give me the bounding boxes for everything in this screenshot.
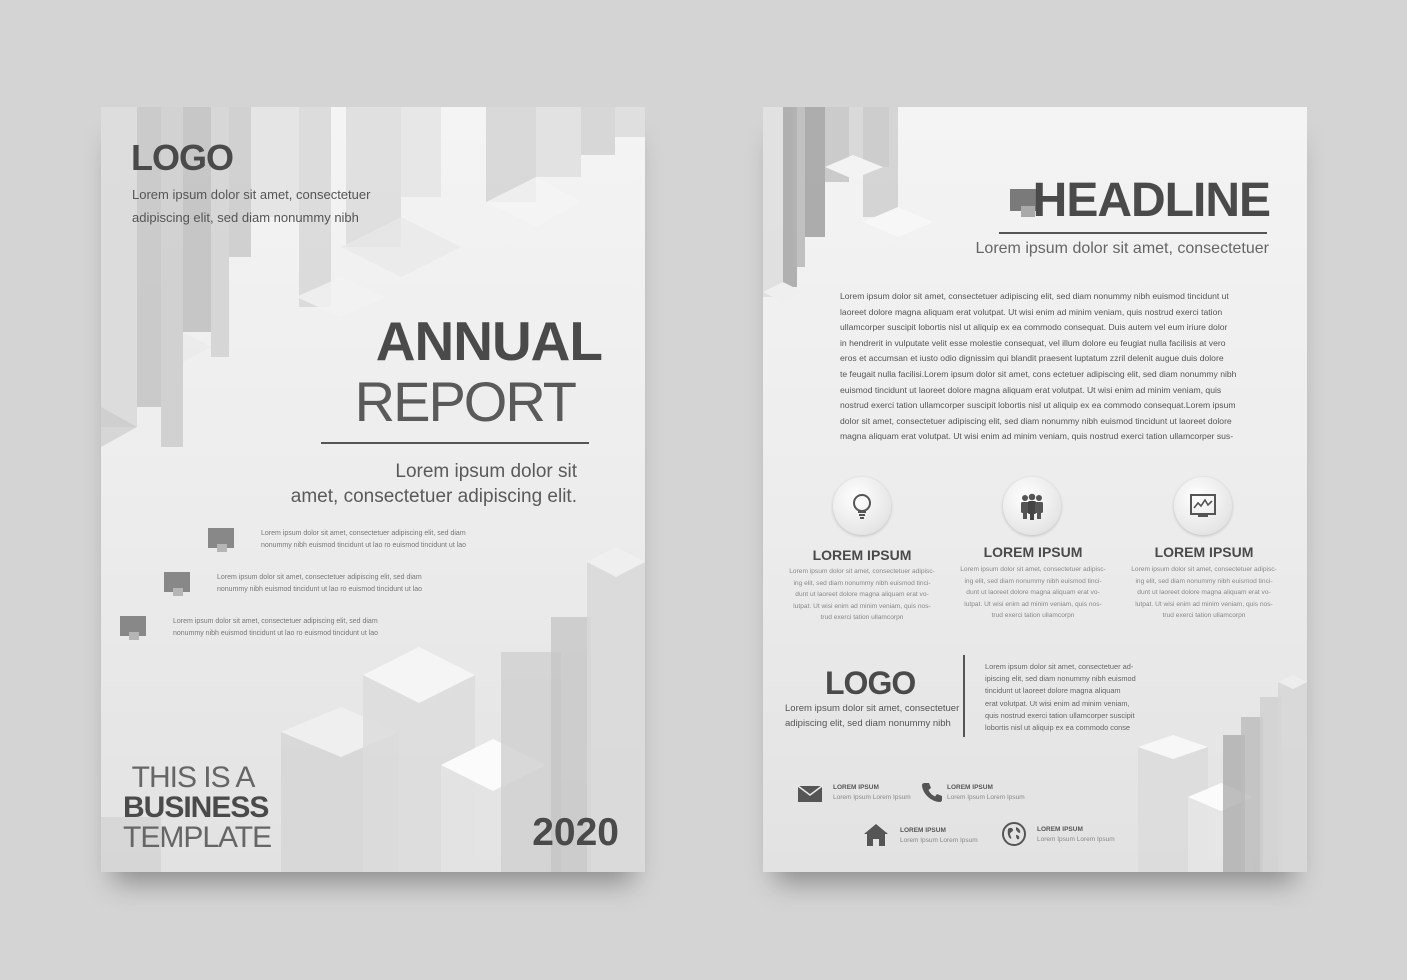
body-line: dolor sit amet, consectetuer adipiscing elit, sed diam nonummy nibh euismod tincidunt ut laoreet dolore bbox=[840, 415, 1232, 426]
tag-line-3: TEMPLATE bbox=[123, 821, 272, 854]
body-line: te feugait nulla facilisi.Lorem ipsum dolor sit amet, cons ectetuer adipiscing elit, sed diam nonummy nibh bbox=[840, 368, 1237, 379]
bullet-line: nonummy nibh euismod tincidunt ut lao ro euismod tincidunt ut lao bbox=[217, 585, 423, 593]
feature-text-line: dunt ut laoreet dolore magna aliquam erat vo- bbox=[1137, 589, 1271, 596]
side-text-line: Lorem ipsum dolor sit amet, consectetuer ad- bbox=[985, 662, 1134, 671]
body-line: euismod tincidunt ut laoreet dolore magna aliquam erat volutpat. Ut wisi enim ad minim veniam, quis bbox=[840, 384, 1222, 395]
body-line: in hendrerit in vulputate velit esse molestie consequat, vel illum dolore eu feugiat nulla facilisis at vero bbox=[840, 337, 1226, 348]
feature-text-line: Lorem ipsum dolor sit amet, consectetuer adipisc- bbox=[789, 568, 935, 575]
phone-icon bbox=[921, 781, 943, 803]
feature-icon-circle bbox=[1174, 477, 1232, 535]
globe-icon bbox=[1001, 821, 1027, 847]
side-text-line: tincidunt ut laoreet dolore magna aliquam bbox=[985, 686, 1121, 696]
contact-title: LOREM IPSUM bbox=[947, 784, 993, 791]
feature-text-line: ing elit, sed diam nonummy nibh euismod tinci- bbox=[793, 579, 931, 587]
logo-side-text bbox=[985, 661, 1136, 734]
side-text-line: erat volutpat. Ut wisi enim ad minim veniam, bbox=[985, 698, 1130, 708]
contact-sub: Lorem Ipsum Lorem Ipsum bbox=[900, 837, 978, 844]
cover-subtitle-line: amet, consectetuer adipiscing elit. bbox=[290, 486, 577, 507]
contact-sub: Lorem Ipsum Lorem Ipsum bbox=[947, 794, 1025, 801]
body-line: magna aliquam erat volutpat. Ut wisi enim ad minim veniam, quis nostrud exerci tation ullamcorper sus- bbox=[840, 431, 1234, 442]
cover-subtitle-line: Lorem ipsum dolor sit bbox=[395, 461, 577, 482]
feature-text-line: lutpat. Ut wisi enim ad minim veniam, quis nos- bbox=[964, 600, 1102, 608]
body-line: Lorem ipsum dolor sit amet, consectetuer adipiscing elit, sed diam nonummy nibh euismod tincidunt ut bbox=[840, 291, 1229, 301]
cover-business-tag bbox=[123, 761, 272, 854]
feature-text bbox=[1129, 564, 1279, 622]
feature-text-line: Lorem ipsum dolor sit amet, consectetuer adipisc- bbox=[960, 566, 1106, 573]
house-icon bbox=[863, 822, 889, 848]
contact-sub: Lorem Ipsum Lorem Ipsum bbox=[1037, 836, 1115, 843]
inner-logo-tagline-line: Lorem ipsum dolor sit amet, consectetuer bbox=[785, 703, 960, 714]
body-line: eros et accumsan et iusto odio dignissim qui blandit praesent luptatum zzril delenit augue duis dolore bbox=[840, 353, 1224, 364]
contact-title: LOREM IPSUM bbox=[900, 827, 946, 834]
inner-logo-tagline-line: adipiscing elit, sed diam nonummy nibh bbox=[785, 718, 951, 729]
feature-text-line: Lorem ipsum dolor sit amet, consectetuer adipisc- bbox=[1131, 566, 1277, 573]
chart-board-icon bbox=[1188, 491, 1218, 521]
bullet-square-icon bbox=[208, 528, 234, 548]
feature-text-line: ing elit, sed diam nonummy nibh euismod tinci- bbox=[1135, 577, 1273, 585]
body-line: nostrud exerci tation ullamcorper suscipit lobortis nisl ut aliquip ex ea commodo consequat.Lorem ipsum bbox=[840, 400, 1236, 411]
feature-icon-circle bbox=[1003, 477, 1061, 535]
contact-text bbox=[833, 783, 911, 803]
feature-title: LOREM IPSUM bbox=[812, 547, 912, 563]
feature-text-line: trud exerci tation ullamcorpn bbox=[991, 612, 1075, 619]
inner-page bbox=[763, 107, 1307, 872]
inner-body-text bbox=[840, 289, 1270, 445]
contact-title: LOREM IPSUM bbox=[1037, 826, 1083, 833]
feature-text bbox=[958, 564, 1108, 622]
cover-year: 2020 bbox=[532, 811, 619, 854]
feature-text-line: trud exerci tation ullamcorpn bbox=[1162, 612, 1246, 619]
side-text-line: quis nostrud exerci tation ullamcorper suscipit bbox=[985, 710, 1135, 720]
lightbulb-icon bbox=[847, 491, 877, 521]
bullet-line: Lorem ipsum dolor sit amet, consectetuer adipiscing elit, sed diam bbox=[261, 530, 466, 537]
cover-title-report: REPORT bbox=[354, 370, 575, 433]
cover-logo-tagline-line: Lorem ipsum dolor sit amet, consectetuer bbox=[132, 187, 371, 202]
bullet-square-icon bbox=[164, 572, 190, 592]
cover-title-annual: ANNUAL bbox=[375, 310, 602, 372]
headline-subtitle: Lorem ipsum dolor sit amet, consectetuer bbox=[975, 240, 1269, 257]
feature-text bbox=[787, 566, 937, 624]
cover-page bbox=[101, 107, 645, 872]
body-line: ullamcorper suscipit lobortis nisl ut aliquip ex ea commodo consequat. Duis autem vel eum iriure dolor bbox=[840, 322, 1228, 333]
feature-icon-circle bbox=[833, 477, 891, 535]
feature-text-line: lutpat. Ut wisi enim ad minim veniam, quis nos- bbox=[1135, 600, 1273, 608]
envelope-icon bbox=[797, 785, 823, 803]
cover-logo: LOGO bbox=[131, 137, 233, 178]
logo-vertical-divider bbox=[963, 655, 965, 737]
inner-logo: LOGO bbox=[825, 665, 916, 701]
bullet-line: nonummy nibh euismod tincidunt ut lao ro euismod tincidunt ut lao bbox=[261, 541, 467, 549]
cover-logo-tagline bbox=[132, 183, 370, 229]
contact-text bbox=[900, 826, 978, 846]
side-text-line: ipiscing elit, sed diam nonummy nibh euismod bbox=[985, 674, 1136, 684]
cover-bullet-text bbox=[261, 528, 466, 551]
tag-line-2: BUSINESS bbox=[123, 791, 269, 824]
feature-title: LOREM IPSUM bbox=[983, 544, 1083, 560]
feature-text-line: dunt ut laoreet dolore magna aliquam erat vo- bbox=[966, 589, 1100, 596]
feature-text-line: lutpat. Ut wisi enim ad minim veniam, quis nos- bbox=[793, 602, 931, 610]
feature-text-line: dunt ut laoreet dolore magna aliquam erat vo- bbox=[795, 591, 929, 598]
feature-text-line: ing elit, sed diam nonummy nibh euismod tinci- bbox=[964, 577, 1102, 585]
cover-title-divider bbox=[321, 442, 589, 444]
team-icon bbox=[1017, 491, 1047, 521]
feature-title: LOREM IPSUM bbox=[1154, 544, 1254, 560]
cover-bullet-text bbox=[173, 616, 378, 639]
bullet-line: Lorem ipsum dolor sit amet, consectetuer adipiscing elit, sed diam bbox=[217, 574, 422, 581]
cover-bullet-text bbox=[217, 572, 422, 595]
feature-text-line: trud exerci tation ullamcorpn bbox=[820, 614, 904, 621]
headline-divider bbox=[999, 232, 1267, 234]
inner-headline: HEADLINE bbox=[1032, 174, 1270, 227]
contact-sub: Lorem Ipsum Lorem Ipsum bbox=[833, 794, 911, 801]
bullet-square-icon bbox=[120, 616, 146, 636]
contact-text bbox=[1037, 825, 1115, 845]
contact-text bbox=[947, 783, 1025, 803]
tag-line-1: THIS IS A bbox=[131, 761, 255, 794]
cover-subtitle bbox=[291, 459, 577, 509]
bullet-line: nonummy nibh euismod tincidunt ut lao ro euismod tincidunt ut lao bbox=[173, 629, 379, 637]
contact-title: LOREM IPSUM bbox=[833, 784, 879, 791]
side-text-line: lobortis nisl ut aliquip ex ea commodo conse bbox=[985, 723, 1131, 733]
inner-logo-tagline bbox=[785, 701, 959, 731]
body-line: laoreet dolore magna aliquam erat volutpat. Ut wisi enim ad minim veniam, quis nostrud exerci tation bbox=[840, 306, 1223, 317]
bullet-line: Lorem ipsum dolor sit amet, consectetuer adipiscing elit, sed diam bbox=[173, 618, 378, 625]
cover-logo-tagline-line: adipiscing elit, sed diam nonummy nibh bbox=[132, 210, 359, 225]
